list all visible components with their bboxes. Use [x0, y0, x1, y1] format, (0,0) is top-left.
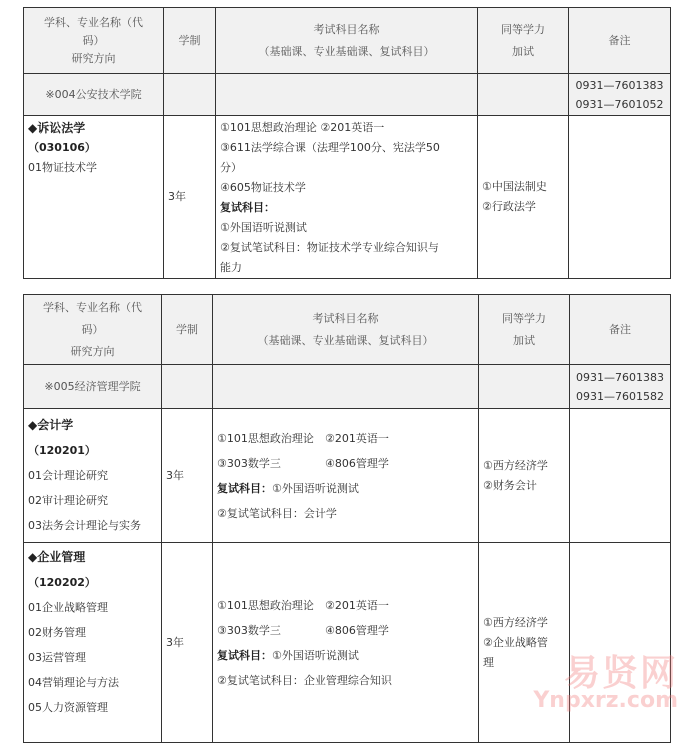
program-table-2 — [23, 294, 671, 743]
subject-header-line2: 码） — [81, 322, 104, 336]
research-direction: 02审计理论研究 — [28, 494, 108, 507]
duration-header: 学制 — [162, 295, 213, 365]
exam-subject: ②201英语一 — [325, 431, 389, 445]
research-direction: 02财务管理 — [28, 626, 86, 639]
research-direction: 01企业战略管理 — [28, 601, 108, 614]
contact-phones — [570, 365, 671, 409]
exam-line: ①外国语听说测试 — [220, 221, 307, 234]
major-name: ◆诉讼法学 — [28, 121, 86, 135]
retest-line — [217, 643, 474, 668]
major-row — [24, 116, 671, 279]
college-row — [24, 74, 671, 116]
major-code: （030106） — [28, 141, 96, 154]
extra-subject: ②行政法学 — [482, 200, 536, 213]
exam-header — [213, 295, 479, 365]
phone-number: 0931—7601052 — [575, 97, 664, 111]
subject-header-line3: 研究方向 — [70, 344, 115, 358]
phone-number: 0931—7601383 — [576, 370, 664, 384]
header-row — [24, 8, 671, 74]
major-name: ◆企业管理 — [28, 550, 86, 564]
notes-header: 备注 — [569, 8, 671, 74]
exam-subject: ①101思想政治理论 — [217, 598, 314, 612]
major-cell — [24, 543, 162, 743]
exam-line: 分） — [220, 161, 242, 174]
subject-header-line3: 研究方向 — [71, 51, 116, 65]
retest-subject: ①外国语听说测试 — [272, 648, 359, 662]
notes-cell — [570, 409, 671, 543]
retest-line — [217, 476, 474, 501]
notes-cell — [569, 116, 671, 279]
exam-header-line1: 考试科目名称 — [312, 311, 379, 325]
extra-subject: ①中国法制史 — [482, 180, 547, 193]
subject-header-line1: 学科、专业名称（代 — [44, 15, 143, 29]
exam-line — [217, 618, 474, 643]
exam-line: ①101思想政治理论 ②201英语一 — [220, 121, 385, 134]
duration: 3年 — [162, 409, 213, 543]
empty-cell — [479, 365, 570, 409]
program-table-1 — [23, 7, 671, 279]
retest-label: 复试科目： — [217, 481, 272, 495]
extra-subjects — [479, 409, 570, 543]
exam-header-line2: （基础课、专业基础课、复试科目） — [257, 333, 434, 347]
exam-line — [217, 593, 474, 618]
exam-subject: ④806管理学 — [325, 623, 389, 637]
watermark-cn: 易贤网 — [563, 653, 678, 694]
college-name: ※005经济管理学院 — [24, 365, 162, 409]
exam-line — [217, 451, 474, 476]
subject-header-line2: 码） — [82, 33, 105, 47]
extra-header-line1: 同等学力 — [501, 22, 545, 36]
exam-line: ②复试笔试科目：物证技术学专业综合知识与 — [220, 241, 439, 254]
college-row — [24, 365, 671, 409]
notes-cell — [570, 543, 671, 743]
duration: 3年 — [162, 543, 213, 743]
exam-subject: ④806管理学 — [325, 456, 389, 470]
exam-line: ③611法学综合课（法理学100分、宪法学50 — [220, 141, 440, 154]
header-row — [24, 295, 671, 365]
extra-subject: 理 — [483, 655, 494, 669]
retest-subject: ②复试笔试科目：企业管理综合知识 — [217, 673, 392, 687]
extra-subjects — [478, 116, 569, 279]
exam-header-line1: 考试科目名称 — [313, 22, 380, 36]
exam-line: ④605物证技术学 — [220, 181, 306, 194]
extra-subjects — [479, 543, 570, 743]
research-direction: 01物证技术学 — [28, 161, 97, 174]
exam-subject: ②201英语一 — [325, 598, 389, 612]
college-name: ※004公安技术学院 — [24, 74, 164, 116]
exam-line — [217, 426, 474, 451]
exam-subjects — [213, 543, 479, 743]
exam-subjects — [216, 116, 478, 279]
major-row — [24, 409, 671, 543]
retest-subject: ②复试笔试科目：会计学 — [217, 506, 337, 520]
research-direction: 03法务会计理论与实务 — [28, 519, 141, 532]
phone-number: 0931—7601383 — [575, 78, 664, 92]
research-direction: 05人力资源管理 — [28, 701, 108, 714]
major-code: （120202） — [28, 576, 96, 589]
duration-header: 学制 — [164, 8, 216, 74]
notes-header: 备注 — [570, 295, 671, 365]
phone-number: 0931—7601582 — [576, 389, 664, 403]
exam-header-line2: （基础课、专业基础课、复试科目） — [258, 44, 435, 58]
extra-subject: ②企业战略管 — [483, 635, 548, 649]
major-cell — [24, 409, 162, 543]
major-code: （120201） — [28, 444, 96, 457]
subject-header — [24, 295, 162, 365]
major-row — [24, 543, 671, 743]
research-direction: 01会计理论研究 — [28, 469, 108, 482]
retest-subject: ①外国语听说测试 — [272, 481, 359, 495]
extra-header-line1: 同等学力 — [502, 311, 546, 325]
retest-label: 复试科目： — [220, 201, 275, 214]
extra-header — [478, 8, 569, 74]
major-cell — [24, 116, 164, 279]
empty-cell — [478, 74, 569, 116]
extra-header — [479, 295, 570, 365]
empty-cell — [213, 365, 479, 409]
exam-line: 能力 — [220, 261, 242, 274]
exam-header — [216, 8, 478, 74]
empty-cell — [164, 74, 216, 116]
retest-label: 复试科目： — [217, 648, 272, 662]
subject-header-line1: 学科、专业名称（代 — [43, 300, 142, 314]
exam-subject: ③303数学三 — [217, 456, 281, 470]
extra-header-line2: 加试 — [512, 44, 534, 58]
extra-subject: ②财务会计 — [483, 478, 537, 492]
empty-cell — [216, 74, 478, 116]
extra-subject: ①西方经济学 — [483, 458, 548, 472]
watermark-en: Ynpxrz.com — [533, 688, 678, 713]
research-direction: 04营销理论与方法 — [28, 676, 119, 689]
exam-subjects — [213, 409, 479, 543]
duration: 3年 — [164, 116, 216, 279]
research-direction: 03运营管理 — [28, 651, 86, 664]
contact-phones — [569, 74, 671, 116]
subject-header — [24, 8, 164, 74]
exam-subject: ①101思想政治理论 — [217, 431, 314, 445]
empty-cell — [162, 365, 213, 409]
exam-subject: ③303数学三 — [217, 623, 281, 637]
extra-header-line2: 加试 — [513, 333, 535, 347]
major-name: ◆会计学 — [28, 418, 74, 432]
extra-subject: ①西方经济学 — [483, 615, 548, 629]
